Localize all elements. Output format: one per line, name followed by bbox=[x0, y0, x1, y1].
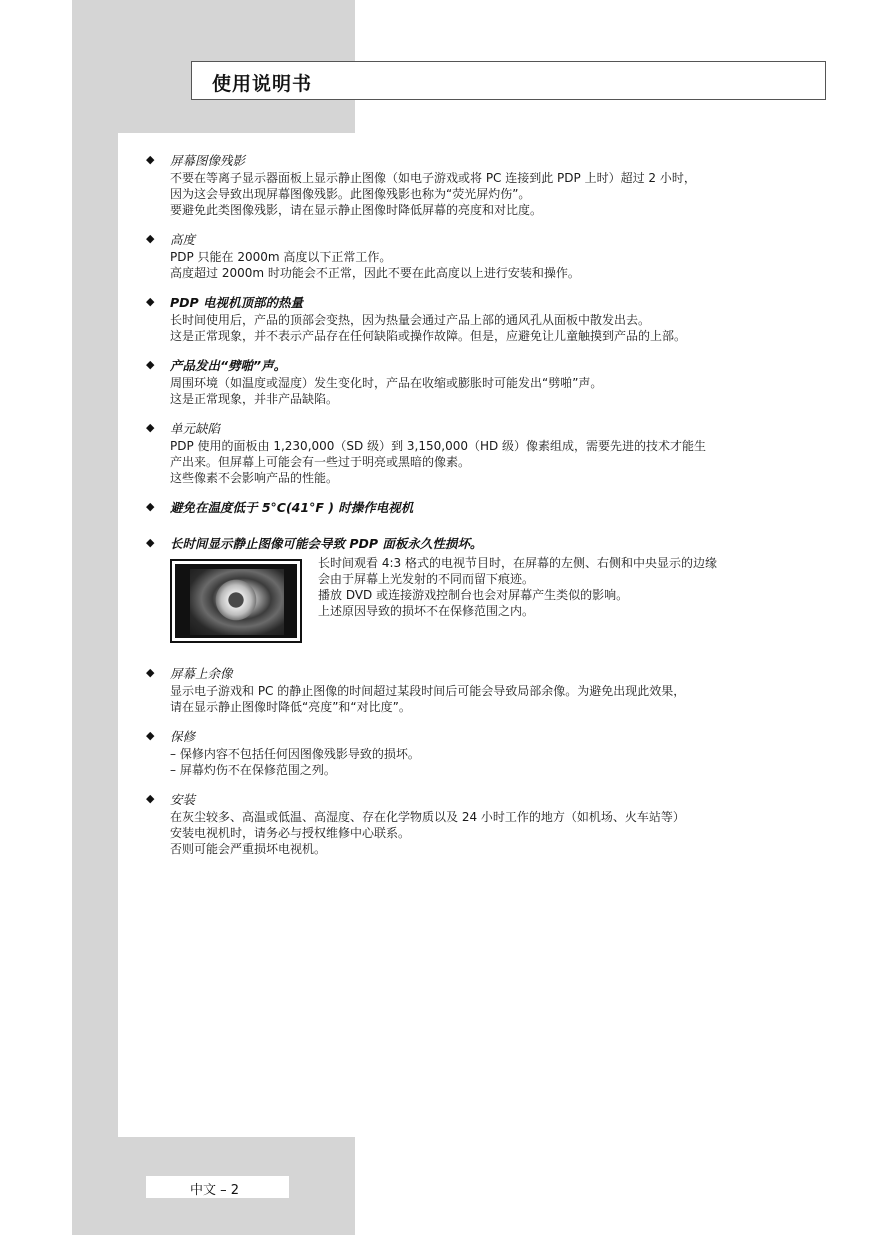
section-line: PDP 只能在 2000m 高度以下正常工作。 bbox=[170, 250, 392, 264]
section-line: 产出来。但屏幕上可能会有一些过于明亮或黑暗的像素。 bbox=[170, 455, 471, 469]
diamond-bullet-icon: ◆ bbox=[146, 421, 155, 434]
section-image-retention bbox=[146, 152, 836, 218]
diamond-bullet-icon: ◆ bbox=[146, 295, 155, 308]
sunflower-screen-image bbox=[170, 559, 302, 643]
page-title: 使用说明书 bbox=[212, 73, 313, 95]
section-title: 屏幕上余像 bbox=[170, 666, 233, 681]
section-title: 安装 bbox=[170, 792, 196, 807]
figure-caption bbox=[318, 555, 717, 619]
section-line: 这是正常现象，并不表示产品存在任何缺陷或操作故障。但是，应避免让儿童触摸到产品的上部。 bbox=[170, 329, 687, 343]
diamond-bullet-icon: ◆ bbox=[146, 500, 155, 513]
section-line: 要避免此类图像残影，请在显示静止图像时降低屏幕的亮度和对比度。 bbox=[170, 203, 543, 217]
section-title: 单元缺陷 bbox=[170, 421, 221, 436]
diamond-bullet-icon: ◆ bbox=[146, 729, 155, 742]
header-box bbox=[191, 61, 826, 100]
page-number-box bbox=[146, 1176, 289, 1198]
figure-row bbox=[170, 556, 836, 651]
diamond-bullet-icon: ◆ bbox=[146, 792, 155, 805]
section-line: 这些像素不会影响产品的性能。 bbox=[170, 471, 339, 485]
section-warranty bbox=[146, 728, 836, 778]
diamond-bullet-icon: ◆ bbox=[146, 536, 155, 549]
section-line: 安装电视机时，请务必与授权维修中心联系。 bbox=[170, 826, 411, 840]
section-line: 请在显示静止图像时降低“亮度”和“对比度”。 bbox=[170, 700, 411, 714]
section-line: 不要在等离子显示器面板上显示静止图像（如电子游戏或将 PC 连接到此 PDP 上时）超过 2 小时， bbox=[170, 171, 696, 185]
section-crackling-sound bbox=[146, 357, 836, 407]
figure-line: 长时间观看 4:3 格式的电视节目时，在屏幕的左侧、右侧和中央显示的边缘 bbox=[318, 556, 717, 570]
section-title: 高度 bbox=[170, 232, 196, 247]
section-line: 在灰尘较多、高温或低温、高湿度、存在化学物质以及 24 小时工作的地方（如机场、火车站等） bbox=[170, 810, 685, 824]
section-line: – 屏幕灼伤不在保修范围之列。 bbox=[170, 763, 336, 777]
diamond-bullet-icon: ◆ bbox=[146, 666, 155, 679]
section-line: 高度超过 2000m 时功能会不正常，因此不要在此高度以上进行安装和操作。 bbox=[170, 266, 580, 280]
section-line: 因为这会导致出现屏幕图像残影。此图像残影也称为“荧光屏灼伤”。 bbox=[170, 187, 531, 201]
section-title: 长时间显示静止图像可能会导致 PDP 面板永久性损坏。 bbox=[170, 536, 483, 551]
section-top-heat bbox=[146, 294, 836, 344]
section-line: 显示电子游戏和 PC 的静止图像的时间超过某段时间后可能会导致局部余像。为避免出现此效果， bbox=[170, 684, 686, 698]
section-title: 屏幕图像残影 bbox=[170, 153, 246, 168]
section-line: PDP 使用的面板由 1,230,000（SD 级）到 3,150,000（HD 级）像素组成，需要先进的技术才能生 bbox=[170, 439, 707, 453]
section-afterimage bbox=[146, 665, 836, 715]
diamond-bullet-icon: ◆ bbox=[146, 153, 155, 166]
section-title: 产品发出“劈啪”声。 bbox=[170, 358, 287, 373]
figure-line: 播放 DVD 或连接游戏控制台也会对屏幕产生类似的影响。 bbox=[318, 588, 629, 602]
section-line: 否则可能会严重损坏电视机。 bbox=[170, 842, 327, 856]
section-static-image-damage bbox=[146, 535, 836, 553]
section-line: – 保修内容不包括任何因图像残影导致的损坏。 bbox=[170, 747, 420, 761]
diamond-bullet-icon: ◆ bbox=[146, 358, 155, 371]
section-low-temperature bbox=[146, 499, 836, 517]
figure-line: 会由于屏幕上光发射的不同而留下痕迹。 bbox=[318, 572, 535, 586]
section-line: 周围环境（如温度或湿度）发生变化时，产品在收缩或膨胀时可能发出“劈啪”声。 bbox=[170, 376, 603, 390]
section-title: 避免在温度低于 5°C(41°F ) 时操作电视机 bbox=[170, 500, 414, 515]
section-title: PDP 电视机顶部的热量 bbox=[170, 295, 304, 310]
section-cell-defects bbox=[146, 420, 836, 486]
page-number: 中文 – 2 bbox=[190, 1183, 240, 1198]
figure-line: 上述原因导致的损坏不在保修范围之内。 bbox=[318, 604, 535, 618]
section-altitude bbox=[146, 231, 836, 281]
document-body bbox=[146, 152, 836, 870]
section-line: 长时间使用后，产品的顶部会变热，因为热量会通过产品上部的通风孔从面板中散发出去。 bbox=[170, 313, 651, 327]
section-installation bbox=[146, 791, 836, 857]
section-line: 这是正常现象，并非产品缺陷。 bbox=[170, 392, 339, 406]
diamond-bullet-icon: ◆ bbox=[146, 232, 155, 245]
section-title: 保修 bbox=[170, 729, 196, 744]
